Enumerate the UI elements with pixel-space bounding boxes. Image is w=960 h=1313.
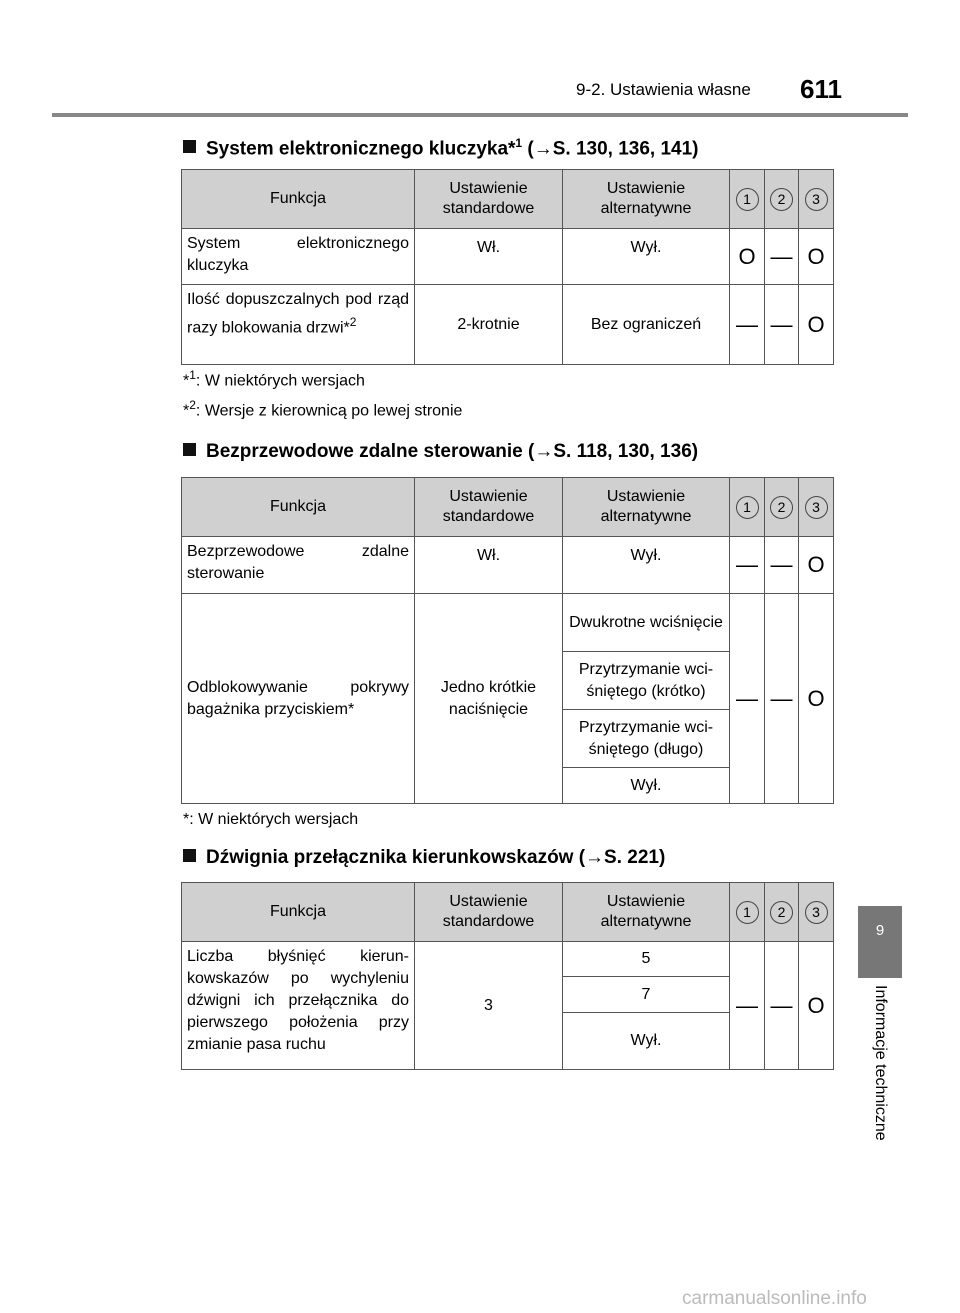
- footnote: *$^2$: Wersje z kierownicą po lewej stronie: [183, 398, 463, 420]
- table-header-row: [182, 478, 834, 537]
- method-3-icon: 3: [799, 170, 834, 229]
- table-row: System elektronicznego kluczyka Wł. Wył. O — O: [182, 229, 834, 285]
- column-header-function: Funkcja: [182, 170, 415, 229]
- square-bullet-icon: [183, 849, 196, 862]
- table-subrow: Przytrzymanie wci-śniętego (krótko): [182, 652, 834, 710]
- column-header-default: Ustawienie standardowe: [415, 478, 563, 537]
- chapter-tab: 9: [858, 906, 902, 978]
- table-row: Odblokowywanie pokrywy bagażnika przyciskiem* Jedno krótkie naciśnięcie Dwukrotne wciśnięcie — — O: [182, 594, 834, 652]
- table-subrow: Przytrzymanie wci-śniętego (długo): [182, 710, 834, 768]
- column-header-function: Funkcja: [182, 883, 415, 942]
- method-2-icon: 2: [765, 478, 799, 537]
- section-title: Bezprzewodowe zdalne sterowanie (→S. 118, 130, 136): [183, 441, 698, 463]
- method-1-icon: 1: [730, 883, 765, 942]
- footnote: *$^1$: W niektórych wersjach: [183, 368, 365, 390]
- section-title: Dźwignia przełącznika kierunkowskazów (→S. 221): [183, 847, 665, 869]
- watermark: carmanualsonline.info: [682, 1288, 867, 1309]
- header-section-title: 9-2. Ustawienia własne: [576, 80, 751, 99]
- table-header-row: [182, 883, 834, 942]
- column-header-alternative: Ustawienie alternatywne: [563, 883, 730, 942]
- method-2-icon: 2: [765, 883, 799, 942]
- method-1-icon: 1: [730, 478, 765, 537]
- table-header-row: [182, 170, 834, 229]
- column-header-alternative: Ustawienie alternatywne: [563, 170, 730, 229]
- method-3-icon: 3: [799, 883, 834, 942]
- method-3-icon: 3: [799, 478, 834, 537]
- table-row: Bezprzewodowe zdalne sterowanie Wł. Wył. — — O: [182, 537, 834, 594]
- table-subrow: Wył.: [182, 1013, 834, 1070]
- column-header-default: Ustawienie standardowe: [415, 883, 563, 942]
- footnote: *: W niektórych wersjach: [183, 811, 359, 828]
- method-2-icon: 2: [765, 170, 799, 229]
- header-divider: [52, 113, 908, 117]
- column-header-function: Funkcja: [182, 478, 415, 537]
- settings-table: [181, 882, 834, 1070]
- chapter-title: Informacje techniczne: [872, 985, 889, 1141]
- chapter-label: [858, 985, 902, 1185]
- square-bullet-icon: [183, 140, 196, 153]
- section-title: System elektronicznego kluczyka*$^1$ (→S. 130, 136, 141): [183, 136, 699, 160]
- column-header-alternative: Ustawienie alternatywne: [563, 478, 730, 537]
- table-row: Liczba błyśnięć kierun-kowskazów po wychyleniu dźwigni ich przełącznika do pierwszego położenia przy zmianie pasa ruchu 3 5 — — O: [182, 942, 834, 977]
- settings-table: [181, 169, 834, 365]
- table-subrow: 7: [182, 977, 834, 1013]
- table-subrow: Wył.: [182, 768, 834, 804]
- column-header-default: Ustawienie standardowe: [415, 170, 563, 229]
- page-number: 611: [800, 74, 842, 104]
- table-row: Ilość dopuszczalnych pod rząd razy blokowania drzwi*$^2$ 2-krotnie Bez ograniczeń — — O: [182, 285, 834, 365]
- settings-table: [181, 477, 834, 804]
- method-1-icon: 1: [730, 170, 765, 229]
- square-bullet-icon: [183, 443, 196, 456]
